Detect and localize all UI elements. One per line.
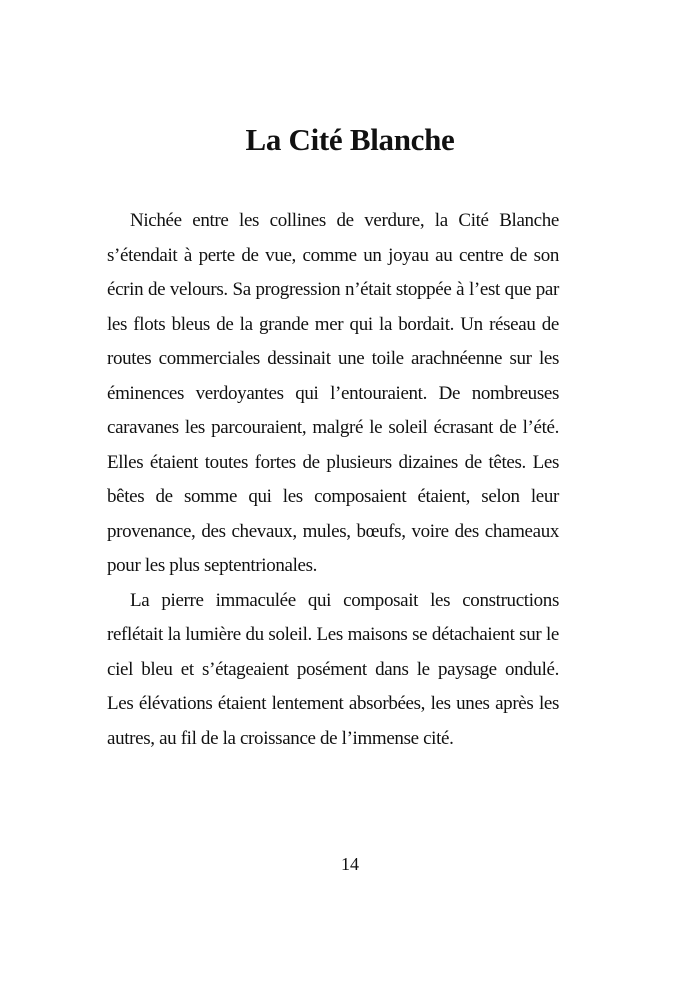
paragraph-1: Nichée entre les collines de verdure, la Cité Blanche s’étendait à perte de vue, comme un joyau au centre de son écrin de velours. Sa progression n’était stoppée à l’est que par les flots bleus de la grande mer qui la bordait. Un réseau de routes commerciales dessinait une toile arachnéenne sur les éminences verdoyantes qui l’entouraient. De nombreuses caravanes les parcouraient, malgré le soleil écrasant de l’été. Elles étaient toutes fortes de plusieurs dizaines de têtes. Les bêtes de somme qui les composaient étaient, selon leur provenance, des chevaux, mules, bœufs, voire des chameaux pour les plus septentrionales.: [107, 210, 559, 576]
page-number: 14: [341, 854, 359, 874]
chapter-title: La Cité Blanche: [245, 122, 455, 157]
paragraph-2: La pierre immaculée qui composait les constructions reflétait la lumière du soleil. Les maisons se détachaient sur le ciel bleu et s’étageaient posément dans le paysage ondulé. Les élévations étaient lentement absorbées, les unes après les autres, au fil de la croissance de l’immense cité.: [107, 589, 559, 749]
chapter-body: [107, 204, 559, 756]
